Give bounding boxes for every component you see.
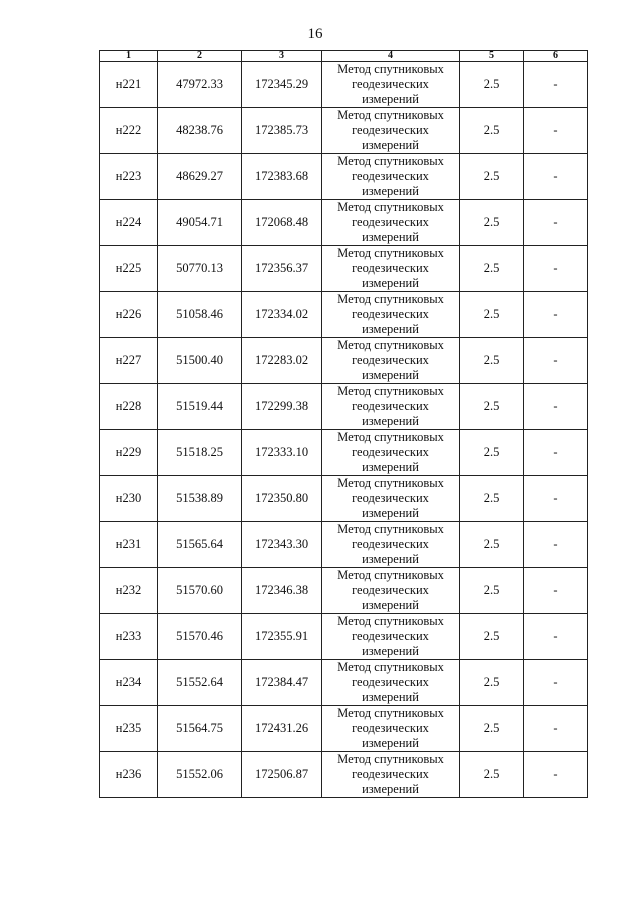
x-coordinate-cell: 51570.46: [158, 614, 242, 660]
point-id-cell: н222: [100, 108, 158, 154]
x-coordinate-cell: 51564.75: [158, 706, 242, 752]
x-coordinate-cell: 51519.44: [158, 384, 242, 430]
point-id-cell: н225: [100, 246, 158, 292]
table-row: [100, 62, 588, 108]
y-coordinate-cell: 172431.26: [242, 706, 322, 752]
point-id-cell: н227: [100, 338, 158, 384]
table-row: [100, 154, 588, 200]
point-id-cell: н235: [100, 706, 158, 752]
method-cell: Метод спутниковых геодезических измерений: [322, 200, 460, 246]
point-id-cell: н226: [100, 292, 158, 338]
table-row: [100, 384, 588, 430]
method-cell: Метод спутниковых геодезических измерений: [322, 706, 460, 752]
y-coordinate-cell: 172299.38: [242, 384, 322, 430]
note-cell: -: [524, 522, 588, 568]
point-id-cell: н230: [100, 476, 158, 522]
accuracy-cell: 2.5: [460, 522, 524, 568]
column-header: 4: [322, 51, 460, 62]
x-coordinate-cell: 48629.27: [158, 154, 242, 200]
note-cell: -: [524, 752, 588, 798]
column-header: 3: [242, 51, 322, 62]
x-coordinate-cell: 51058.46: [158, 292, 242, 338]
y-coordinate-cell: 172345.29: [242, 62, 322, 108]
table-row: [100, 568, 588, 614]
x-coordinate-cell: 50770.13: [158, 246, 242, 292]
column-header: 1: [100, 51, 158, 62]
accuracy-cell: 2.5: [460, 660, 524, 706]
x-coordinate-cell: 51565.64: [158, 522, 242, 568]
table-row: [100, 660, 588, 706]
point-id-cell: н234: [100, 660, 158, 706]
method-cell: Метод спутниковых геодезических измерений: [322, 660, 460, 706]
note-cell: -: [524, 108, 588, 154]
point-id-cell: н232: [100, 568, 158, 614]
x-coordinate-cell: 51552.06: [158, 752, 242, 798]
note-cell: -: [524, 476, 588, 522]
note-cell: -: [524, 200, 588, 246]
method-cell: Метод спутниковых геодезических измерений: [322, 430, 460, 476]
point-id-cell: н221: [100, 62, 158, 108]
x-coordinate-cell: 49054.71: [158, 200, 242, 246]
x-coordinate-cell: 51500.40: [158, 338, 242, 384]
table-row: [100, 614, 588, 660]
column-header: 2: [158, 51, 242, 62]
accuracy-cell: 2.5: [460, 384, 524, 430]
method-cell: Метод спутниковых геодезических измерений: [322, 154, 460, 200]
point-id-cell: н229: [100, 430, 158, 476]
accuracy-cell: 2.5: [460, 200, 524, 246]
accuracy-cell: 2.5: [460, 752, 524, 798]
note-cell: -: [524, 292, 588, 338]
accuracy-cell: 2.5: [460, 706, 524, 752]
column-header: 6: [524, 51, 588, 62]
method-cell: Метод спутниковых геодезических измерений: [322, 522, 460, 568]
accuracy-cell: 2.5: [460, 338, 524, 384]
accuracy-cell: 2.5: [460, 476, 524, 522]
accuracy-cell: 2.5: [460, 246, 524, 292]
table-row: [100, 292, 588, 338]
accuracy-cell: 2.5: [460, 154, 524, 200]
method-cell: Метод спутниковых геодезических измерений: [322, 476, 460, 522]
table-row: [100, 522, 588, 568]
table-row: [100, 706, 588, 752]
y-coordinate-cell: 172356.37: [242, 246, 322, 292]
point-id-cell: н236: [100, 752, 158, 798]
note-cell: -: [524, 338, 588, 384]
accuracy-cell: 2.5: [460, 108, 524, 154]
coordinates-table: [99, 50, 588, 798]
y-coordinate-cell: 172068.48: [242, 200, 322, 246]
y-coordinate-cell: 172355.91: [242, 614, 322, 660]
x-coordinate-cell: 48238.76: [158, 108, 242, 154]
table-header-row: [100, 51, 588, 62]
y-coordinate-cell: 172334.02: [242, 292, 322, 338]
table-row: [100, 108, 588, 154]
table-row: [100, 200, 588, 246]
point-id-cell: н233: [100, 614, 158, 660]
table-body: [100, 62, 588, 798]
table-row: [100, 476, 588, 522]
method-cell: Метод спутниковых геодезических измерений: [322, 752, 460, 798]
method-cell: Метод спутниковых геодезических измерений: [322, 62, 460, 108]
method-cell: Метод спутниковых геодезических измерений: [322, 108, 460, 154]
note-cell: -: [524, 660, 588, 706]
x-coordinate-cell: 51518.25: [158, 430, 242, 476]
point-id-cell: н224: [100, 200, 158, 246]
method-cell: Метод спутниковых геодезических измерений: [322, 614, 460, 660]
note-cell: -: [524, 154, 588, 200]
accuracy-cell: 2.5: [460, 568, 524, 614]
note-cell: -: [524, 430, 588, 476]
x-coordinate-cell: 51538.89: [158, 476, 242, 522]
accuracy-cell: 2.5: [460, 292, 524, 338]
page-number: 16: [307, 26, 323, 42]
x-coordinate-cell: 51552.64: [158, 660, 242, 706]
y-coordinate-cell: 172343.30: [242, 522, 322, 568]
method-cell: Метод спутниковых геодезических измерений: [322, 568, 460, 614]
y-coordinate-cell: 172350.80: [242, 476, 322, 522]
note-cell: -: [524, 384, 588, 430]
accuracy-cell: 2.5: [460, 62, 524, 108]
method-cell: Метод спутниковых геодезических измерений: [322, 338, 460, 384]
accuracy-cell: 2.5: [460, 430, 524, 476]
table-row: [100, 430, 588, 476]
note-cell: -: [524, 614, 588, 660]
column-header: 5: [460, 51, 524, 62]
y-coordinate-cell: 172384.47: [242, 660, 322, 706]
table-row: [100, 338, 588, 384]
y-coordinate-cell: 172346.38: [242, 568, 322, 614]
note-cell: -: [524, 706, 588, 752]
method-cell: Метод спутниковых геодезических измерений: [322, 292, 460, 338]
note-cell: -: [524, 62, 588, 108]
table-row: [100, 246, 588, 292]
x-coordinate-cell: 51570.60: [158, 568, 242, 614]
method-cell: Метод спутниковых геодезических измерений: [322, 246, 460, 292]
y-coordinate-cell: 172283.02: [242, 338, 322, 384]
y-coordinate-cell: 172333.10: [242, 430, 322, 476]
y-coordinate-cell: 172506.87: [242, 752, 322, 798]
method-cell: Метод спутниковых геодезических измерений: [322, 384, 460, 430]
point-id-cell: н223: [100, 154, 158, 200]
point-id-cell: н231: [100, 522, 158, 568]
table-row: [100, 752, 588, 798]
y-coordinate-cell: 172385.73: [242, 108, 322, 154]
x-coordinate-cell: 47972.33: [158, 62, 242, 108]
note-cell: -: [524, 246, 588, 292]
point-id-cell: н228: [100, 384, 158, 430]
note-cell: -: [524, 568, 588, 614]
y-coordinate-cell: 172383.68: [242, 154, 322, 200]
accuracy-cell: 2.5: [460, 614, 524, 660]
